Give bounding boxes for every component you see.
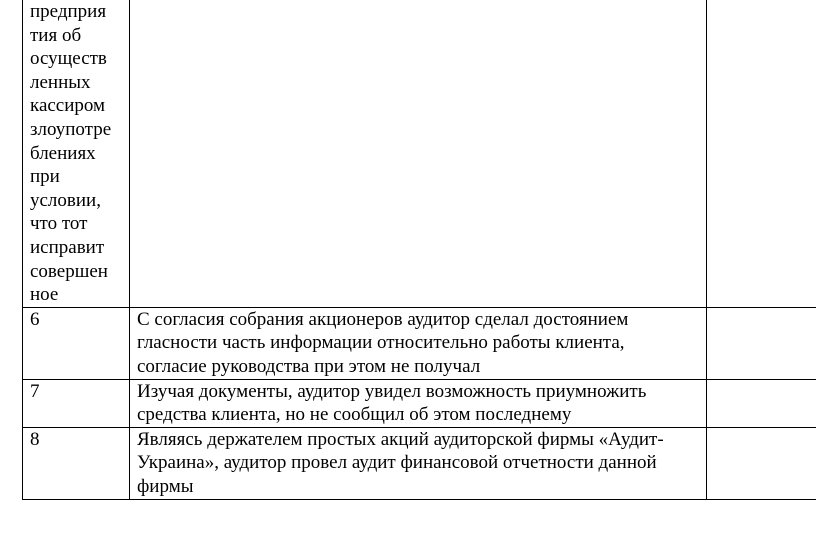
continued-cell-text (23, 0, 130, 307)
continued-text: предприя тия об осуществ ленных кассиром злоупотре блениях при условии, что тот исправит совершен ное (30, 1, 112, 306)
table-row-7 (23, 379, 816, 427)
row-number: 8 (23, 427, 130, 499)
situation-text: Являясь держателем простых акций аудиторской фирмы «Аудит-Украина», аудитор провел аудит финансовой отчетности данной фирмы (137, 428, 664, 497)
situation-text: Изучая документы, аудитор увидел возможность приумножить средства клиента, но не сообщил об этом последнему (137, 380, 647, 426)
table-row-6 (23, 307, 816, 379)
row-situation-text (130, 379, 707, 427)
row-number: 6 (23, 307, 130, 379)
continued-cell-answer (707, 0, 816, 307)
row-situation-text (130, 427, 707, 499)
document-table (22, 0, 816, 500)
continued-cell-empty (130, 0, 707, 307)
row-answer-cell (707, 427, 816, 499)
row-number: 7 (23, 379, 130, 427)
row-answer-cell (707, 307, 816, 379)
row-answer-cell (707, 379, 816, 427)
table-row-8 (23, 427, 816, 499)
table-row-continued (23, 0, 816, 307)
row-situation-text (130, 307, 707, 379)
situation-text: С согласия собрания акционеров аудитор сделал достоянием гласности часть информации относительно работы клиента, согласие руководства при этом не получал (137, 308, 629, 377)
